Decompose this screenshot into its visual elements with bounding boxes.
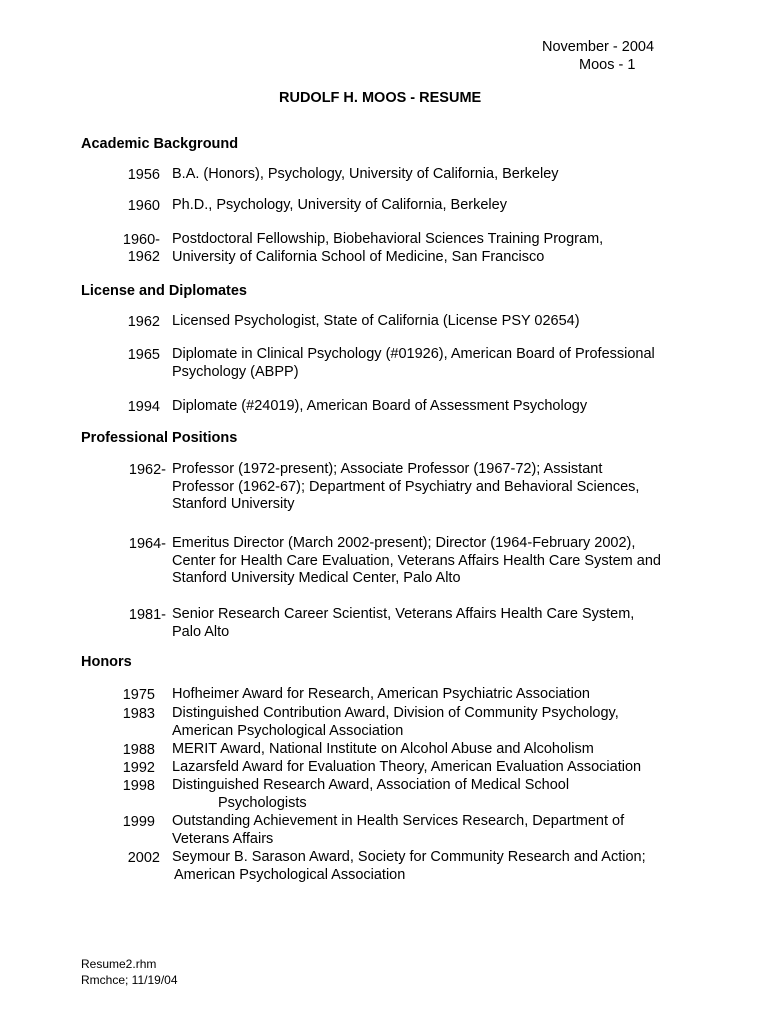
entry-line: Center for Health Care Evaluation, Veterans Affairs Health Care System and [172, 552, 661, 569]
entry-line: Distinguished Research Award, Association of Medical School [172, 777, 570, 793]
entry-line: Stanford University [172, 496, 295, 512]
honor-year: 1988 [122, 742, 155, 758]
honor-text [172, 705, 619, 740]
entry-year: 1962- [128, 462, 166, 478]
entry-text [172, 346, 655, 381]
entry-line: Ph.D., Psychology, University of California, Berkeley [172, 197, 507, 213]
entry-text [172, 606, 634, 641]
entry-text [172, 398, 587, 416]
honor-text [172, 777, 569, 812]
entry-year: 1956 [127, 167, 160, 183]
entry-year: 1964- [128, 536, 166, 552]
entry-text [172, 535, 661, 588]
entry-year: 1994 [127, 399, 160, 415]
entry-text [172, 166, 559, 184]
section-heading-license: License and Diplomates [81, 283, 247, 299]
entry-line: American Psychological Association [172, 722, 404, 739]
entry-year-end: 1962 [127, 249, 160, 265]
entry-line: Diplomate (#24019), American Board of Assessment Psychology [172, 398, 588, 414]
section-heading-honors: Honors [81, 654, 132, 670]
entry-text [172, 231, 603, 266]
entry-line: Stanford University Medical Center, Palo Alto [172, 570, 461, 586]
document-title: RUDOLF H. MOOS - RESUME [279, 90, 482, 106]
entry-line: Senior Research Career Scientist, Veterans Affairs Health Care System, [172, 606, 635, 622]
honor-year: 2002 [127, 850, 160, 866]
entry-line: Veterans Affairs [172, 830, 274, 847]
entry-year: 1960 [127, 198, 160, 214]
entry-line: Palo Alto [172, 623, 230, 640]
honor-year: 1992 [122, 760, 155, 776]
entry-line: American Psychological Association [174, 866, 406, 883]
section-heading-academic: Academic Background [81, 136, 239, 152]
honor-year: 1975 [122, 687, 155, 703]
entry-text [172, 313, 580, 331]
entry-line: Professor (1972-present); Associate Professor (1967-72); Assistant [172, 461, 603, 477]
honor-text [172, 759, 641, 777]
entry-line: Professor (1962-67); Department of Psychiatry and Behavioral Sciences, [172, 478, 640, 495]
section-heading-positions: Professional Positions [81, 430, 238, 446]
entry-line: Psychologists [218, 794, 307, 811]
entry-line: University of California School of Medicine, San Francisco [172, 248, 545, 265]
entry-text [172, 461, 639, 514]
honor-year: 1998 [122, 778, 155, 794]
entry-line: Lazarsfeld Award for Evaluation Theory, American Evaluation Association [172, 759, 642, 775]
entry-year: 1962 [127, 314, 160, 330]
entry-line: B.A. (Honors), Psychology, University of California, Berkeley [172, 166, 559, 182]
page-number: Moos - 1 [579, 57, 636, 73]
entry-text [172, 197, 507, 215]
honor-text [172, 686, 590, 704]
entry-line: Diplomate in Clinical Psychology (#01926), American Board of Professional [172, 346, 655, 362]
entry-year: 1960- [122, 232, 160, 248]
entry-line: Distinguished Contribution Award, Division of Community Psychology, [172, 705, 619, 721]
entry-line: Psychology (ABPP) [172, 363, 299, 380]
entry-year: 1981- [128, 607, 166, 623]
footer-initials-date: Rmchce; 11/19/04 [81, 973, 178, 987]
entry-line: Hofheimer Award for Research, American Psychiatric Association [172, 686, 590, 702]
entry-line: Seymour B. Sarason Award, Society for Community Research and Action; [172, 849, 646, 865]
entry-line: Postdoctoral Fellowship, Biobehavioral Sciences Training Program, [172, 231, 604, 247]
document-date: November - 2004 [542, 39, 655, 55]
honor-year: 1999 [122, 814, 155, 830]
entry-line: Emeritus Director (March 2002-present); Director (1964-February 2002), [172, 535, 636, 551]
footer-filename: Resume2.rhm [81, 957, 157, 971]
honor-year: 1983 [122, 706, 155, 722]
entry-line: Licensed Psychologist, State of California (License PSY 02654) [172, 313, 580, 329]
entry-year: 1965 [127, 347, 160, 363]
entry-line: MERIT Award, National Institute on Alcohol Abuse and Alcoholism [172, 741, 594, 757]
entry-line: Outstanding Achievement in Health Services Research, Department of [172, 813, 625, 829]
honor-text [172, 741, 594, 759]
honor-text [172, 849, 646, 884]
honor-text [172, 813, 624, 848]
